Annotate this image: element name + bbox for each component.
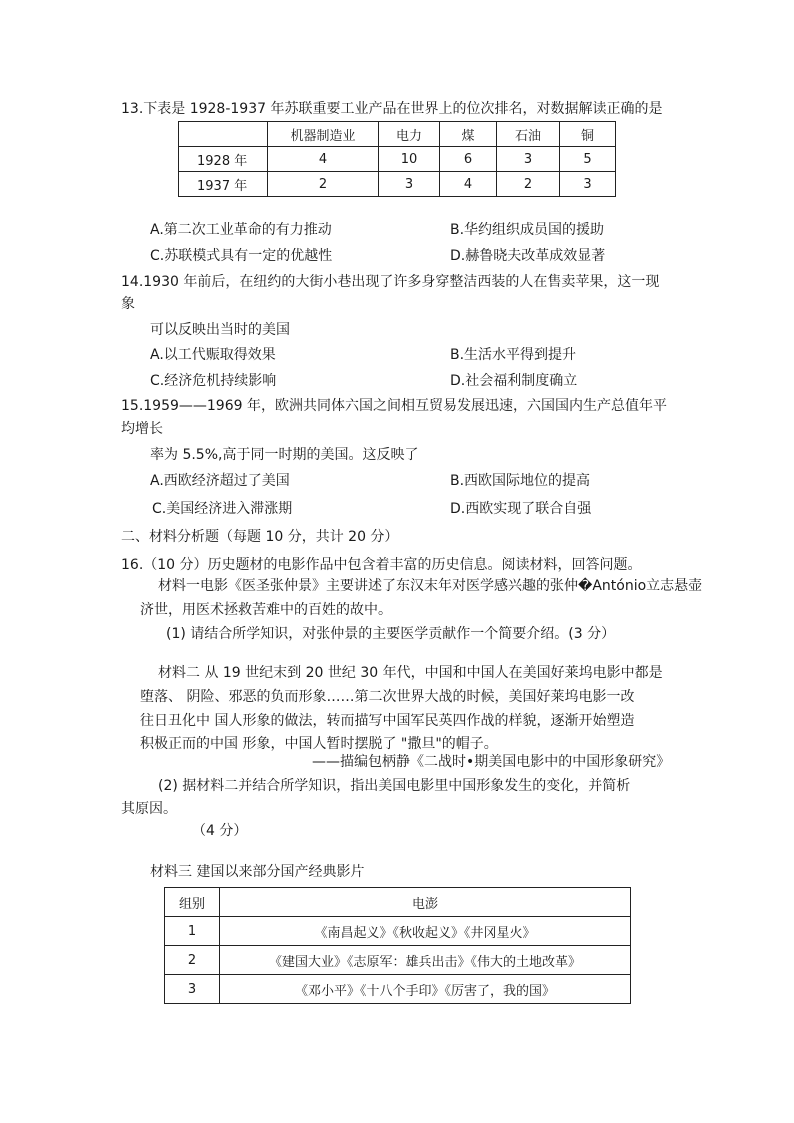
q16-material2-line3: 往日丑化中 国人形象的做法，转而描写中国军民英四作战的样貌，逐渐开始塑造	[140, 713, 635, 729]
q16-material2-line4: 积极正而的中国 形象，中国人暂时摆脱了 "撒旦"的帽子。	[140, 736, 498, 752]
table-cell: 3	[560, 172, 616, 197]
table-header-cell: 机器制造业	[268, 122, 379, 147]
table-cell: 2	[268, 172, 379, 197]
table-cell: 1928 年	[179, 147, 268, 172]
table-cell: 《南昌起义》《秋收起义》《井冈星火》	[220, 917, 631, 946]
q16-material2-line2: 堕落、 阴险、邪恶的负而形象……第二次世界大战的时候，美国好莱坞电影一改	[140, 689, 635, 705]
q16-material1-line2: 济世，用医术拯救苦难中的百姓的故中。	[140, 602, 392, 618]
q15-stem-line2: 均增长	[121, 421, 163, 437]
q14-option-d: D.社会福利制度确立	[450, 373, 578, 389]
q15-option-b: B.西欧国际地位的提高	[450, 473, 591, 489]
table-row	[179, 172, 616, 197]
q13-option-c: C.苏联模式具有一定的优越性	[150, 248, 333, 264]
q16-material2-source: ——描编包柄静《二战时•期美国电影中的中国形象研究》	[312, 754, 671, 770]
q14-option-c: C.经济危机持续影响	[150, 373, 277, 389]
table-header-cell: 煤	[440, 122, 497, 147]
q16-material3-title: 材料三 建国以来部分国产经典影片	[150, 864, 365, 880]
q15-stem-line3: 率为 5.5%,高于同一时期的美国。这反映了	[150, 447, 419, 463]
table-header-cell: 铜	[560, 122, 616, 147]
table-cell: 3	[497, 147, 560, 172]
table-header-cell: 电力	[379, 122, 440, 147]
q16-subquestion2-score: （4 分）	[192, 823, 248, 839]
table-header-cell: 石油	[497, 122, 560, 147]
table-cell: 3	[165, 975, 220, 1004]
q15-option-a: A.西欧经济超过了美国	[150, 473, 290, 489]
q16-material1-line1: 材料一电影《医圣张仲景》主要讲述了东汉末年对医学感兴趣的张仲�António立志悬壶	[158, 578, 703, 594]
q16-subquestion2-line1: (2) 据材料二并结合所学知识，指出美国电影里中国形象发生的变化，并简析	[158, 778, 631, 794]
q16-subquestion2-line2: 其原因。	[121, 801, 177, 817]
table-row	[165, 975, 631, 1004]
q14-stem-line3: 可以反映出当时的美国	[150, 322, 290, 338]
q13-option-a: A.第二次工业革命的有力推动	[150, 222, 332, 238]
table-cell: 6	[440, 147, 497, 172]
table-cell: 4	[268, 147, 379, 172]
q16-material3-table	[164, 887, 631, 1004]
table-cell: 1	[165, 917, 220, 946]
q13-stem: 13.下表是 1928-1937 年苏联重要工业产品在世界上的位次排名，对数据解读正确的是	[121, 101, 663, 117]
table-cell: 4	[440, 172, 497, 197]
table-header-cell: 电澎	[220, 888, 631, 917]
q13-option-b: B.华约组织成员国的援助	[450, 222, 605, 238]
table-header-cell: 组别	[165, 888, 220, 917]
q14-stem-line2: 象	[121, 296, 135, 312]
q15-option-c: C.美国经济进入滞涨期	[152, 501, 293, 517]
table-cell: 1937 年	[179, 172, 268, 197]
table-row	[165, 917, 631, 946]
table-header-row	[179, 122, 616, 147]
table-cell: 2	[497, 172, 560, 197]
table-cell: 3	[379, 172, 440, 197]
table-cell: 5	[560, 147, 616, 172]
q16-subquestion1: (1) 请结合所学知识，对张仲景的主要医学贡献作一个简要介绍。(3 分）	[166, 626, 616, 642]
q14-option-b: B.生活水平得到提升	[450, 347, 577, 363]
q15-stem-line1: 15.1959——1969 年，欧洲共同体六国之间相互贸易发展迅速，六国国内生产总值年平	[121, 398, 667, 414]
q15-option-d: D.西欧实现了联合自强	[450, 501, 592, 517]
q14-option-a: A.以工代赈取得效果	[150, 347, 276, 363]
q13-option-d: D.赫鲁晓夫改革成效显著	[450, 248, 606, 264]
table-cell: 《邓小平》《十八个手印》《厉害了，我的国》	[220, 975, 631, 1004]
table-cell: 2	[165, 946, 220, 975]
table-row	[165, 946, 631, 975]
table-header-cell	[179, 122, 268, 147]
q16-material2-line1: 材料二 从 19 世纪末到 20 世纪 30 年代，中国和中国人在美国好莱坞电影中都是	[158, 665, 663, 681]
q16-stem: 16.（10 分）历史题材的电影作品中包含着丰富的历史信息。阅读材料，回答问题。	[121, 557, 642, 573]
table-row	[179, 147, 616, 172]
table-header-row	[165, 888, 631, 917]
q13-table	[178, 121, 616, 197]
section2-title: 二、材料分析题（每题 10 分，共计 20 分）	[121, 529, 399, 545]
q14-stem-line1: 14.1930 年前后，在纽约的大街小巷出现了许多身穿整洁西装的人在售卖苹果，这一现	[121, 274, 660, 290]
table-cell: 《建国大业》《志原军：雄兵出击》《伟大的土地改革》	[220, 946, 631, 975]
table-cell: 10	[379, 147, 440, 172]
